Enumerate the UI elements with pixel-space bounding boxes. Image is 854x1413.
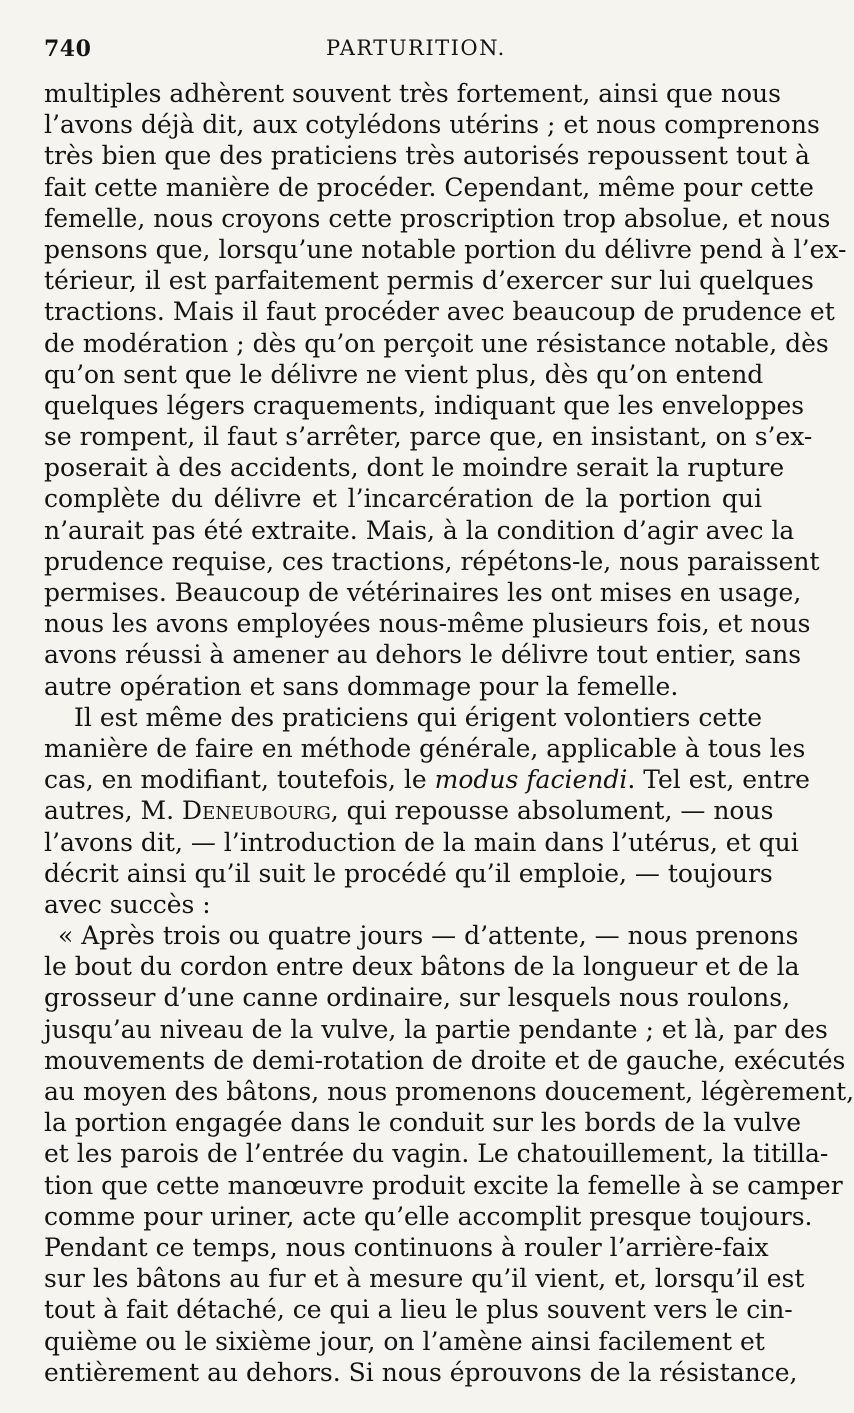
text-line: très bien que des praticiens très autorisés repoussent tout à — [44, 141, 810, 171]
running-title: PARTURITION. — [326, 36, 506, 60]
text-line: tractions. Mais il faut procéder avec beaucoup de prudence et — [44, 297, 835, 327]
quote-start-line: « Après trois ou quatre jours — d’attente, — nous prenons — [58, 921, 799, 951]
text-line-with-italic — [44, 764, 810, 795]
text-line: manière de faire en méthode générale, applicable à tous les — [44, 733, 806, 763]
text-segment: . Tel est, entre — [627, 765, 810, 795]
text-line: multiples adhèrent souvent très fortement, ainsi que nous — [44, 79, 781, 108]
text-line: et les parois de l’entrée du vagin. Le chatouillement, la titilla- — [44, 1139, 829, 1169]
text-line: complète du délivre et l’incarcération de la portion qui — [44, 484, 762, 514]
text-line: entièrement au dehors. Si nous éprouvons de la résistance, — [44, 1357, 798, 1387]
text-line: nous les avons employées nous-même plusieurs fois, et nous — [44, 609, 811, 639]
text-segment: autres, M. — [44, 796, 175, 826]
text-line: sur les bâtons au fur et à mesure qu’il vient, et, lorsqu’il est — [44, 1264, 805, 1294]
text-line: permises. Beaucoup de vétérinaires les ont mises en usage, — [44, 578, 802, 607]
text-line: mouvements de demi-rotation de droite et de gauche, exécutés — [44, 1045, 846, 1075]
text-line: Pendant ce temps, nous continuons à rouler l’arrière-faix — [44, 1232, 769, 1262]
author-name: Deneubourg — [182, 796, 331, 826]
italic-phrase: modus faciendi — [434, 765, 628, 795]
text-line: comme pour uriner, acte qu’elle accomplit presque toujours. — [44, 1201, 813, 1231]
text-line: fait cette manière de procéder. Cependant, même pour cette — [44, 172, 814, 202]
text-line-with-name — [44, 795, 774, 826]
body-text — [44, 78, 854, 1388]
text-line: de modération ; dès qu’on perçoit une résistance notable, dès — [44, 328, 829, 358]
text-segment: cas, en modifiant, toutefois, le — [44, 765, 427, 795]
text-line: térieur, il est parfaitement permis d’exercer sur lui quelques — [44, 266, 814, 296]
text-line: tion que cette manœuvre produit excite la femelle à se camper — [44, 1170, 843, 1200]
text-line: pensons que, lorsqu’une notable portion du délivre pend à l’ex- — [44, 234, 847, 264]
text-line: décrit ainsi qu’il suit le procédé qu’il emploie, — toujours — [44, 858, 773, 888]
text-line: l’avons déjà dit, aux cotylédons utérins ; et nous comprenons — [44, 110, 820, 140]
page-header — [44, 36, 760, 66]
text-line: l’avons dit, — l’introduction de la main dans l’utérus, et qui — [44, 827, 799, 857]
text-line: se rompent, il faut s’arrêter, parce que, en insistant, on s’ex- — [44, 422, 813, 452]
text-line: prudence requise, ces tractions, répétons-le, nous paraissent — [44, 546, 820, 576]
text-line: la portion engagée dans le conduit sur les bords de la vulve — [44, 1108, 802, 1138]
paragraph-start-line: Il est même des praticiens qui érigent volontiers cette — [74, 702, 762, 732]
text-line: femelle, nous croyons cette proscription trop absolue, et nous — [44, 203, 831, 233]
text-line: le bout du cordon entre deux bâtons de la longueur et de la — [44, 952, 800, 982]
text-line: poserait à des accidents, dont le moindre serait la rupture — [44, 453, 785, 483]
text-line: quième ou le sixième jour, on l’amène ainsi facilement et — [44, 1326, 765, 1356]
text-line: jusqu’au niveau de la vulve, la partie pendante ; et là, par des — [44, 1014, 828, 1044]
text-line: au moyen des bâtons, nous promenons doucement, légèrement, — [44, 1077, 854, 1106]
text-line: autre opération et sans dommage pour la femelle. — [44, 671, 679, 701]
text-line: avons réussi à amener au dehors le délivre tout entier, sans — [44, 640, 802, 670]
text-line: avec succès : — [44, 889, 211, 919]
text-line: n’aurait pas été extraite. Mais, à la condition d’agir avec la — [44, 515, 795, 545]
page-number: 740 — [44, 36, 92, 62]
text-line: qu’on sent que le délivre ne vient plus, dès qu’on entend — [44, 359, 764, 389]
text-line: grosseur d’une canne ordinaire, sur lesquels nous roulons, — [44, 983, 791, 1013]
text-segment: , qui repousse absolument, — nous — [330, 796, 774, 826]
text-line: tout à fait détaché, ce qui a lieu le plus souvent vers le cin- — [44, 1295, 793, 1325]
text-line: quelques légers craquements, indiquant que les enveloppes — [44, 390, 805, 420]
